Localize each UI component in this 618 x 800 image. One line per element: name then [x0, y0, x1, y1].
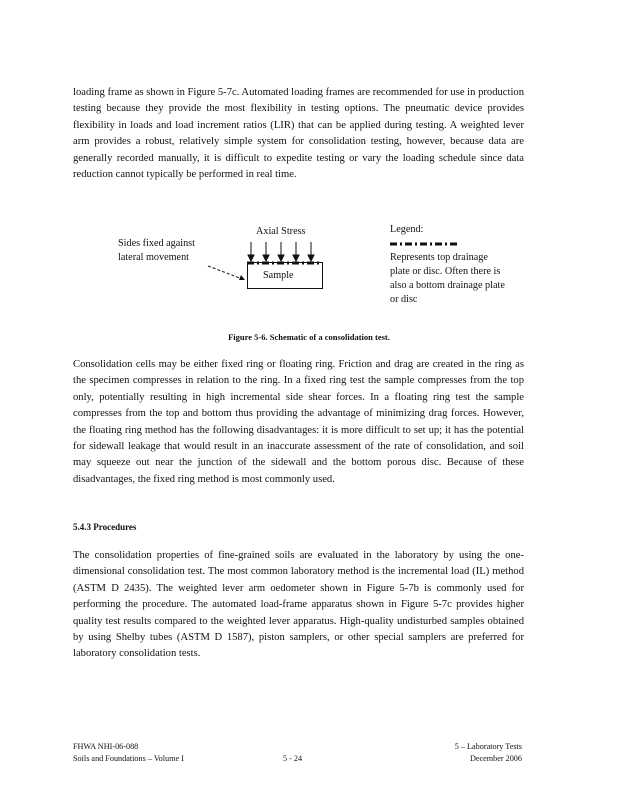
sample-label: Sample	[263, 270, 294, 281]
footer-chapter: 5 – Laboratory Tests	[454, 742, 522, 751]
paragraph-consolidation-cells: Consolidation cells may be either fixed ring or floating ring. Friction and drag are created in the ring as the specimen compresses in relation to the ring. In a fixed ring test the sample compresses from the top only, potentially resulting in high incremental side shear forces. In a floating ring test the sample compresses from the top and bottom thus providing the advantage of minimizing drag forces. However, the floating ring method has the following disadvantages: it is more difficult to set up; it has the potential for sidewall leakage that would result in an inaccurate assessment of the rate of consolidation, and soil may squeeze out near the junction of the sidewall and the bottom porous disc. Because of these disadvantages, the fixed ring method is most commonly used.	[73, 359, 524, 485]
page-number: 5 - 24	[283, 754, 303, 763]
footer-right	[455, 741, 522, 765]
footer-volume-title: Soils and Foundations – Volume I	[73, 754, 184, 763]
axial-stress-arrows	[248, 242, 314, 261]
paragraph-procedures: The consolidation properties of fine-grained soils are evaluated in the laboratory by using the one-dimensional consolidation test. The most common laboratory method is the incremental load (IL) method (ASTM D 2435). The weighted lever arm oedometer shown in Figure 5-7b is commonly used for performing the procedure. The automated load-frame apparatus shown in Figure 5-7c provides higher quality test results compared to the weighted lever apparatus. High-quality undisturbed samples obtained by using Shelby tubes (ASTM D 1587), piston samplers, or other special samplers are preferred for laboratory consolidation tests.	[73, 550, 524, 660]
section-heading: 5.4.3 Procedures	[73, 522, 137, 532]
consolidation-schematic-figure	[100, 222, 520, 318]
legend-description: Represents top drainage plate or disc. Often there is also a bottom drainage plate or disc	[390, 252, 505, 305]
legend-title: Legend:	[390, 224, 424, 235]
footer-publication-id: FHWA NHI-06-088	[73, 742, 139, 751]
figure-caption: Figure 5-6. Schematic of a consolidation test.	[228, 332, 390, 342]
axial-stress-label: Axial Stress	[256, 226, 306, 237]
paragraph-loading-frame: loading frame as shown in Figure 5-7c. Automated loading frames are recommended for use in production testing because they provide the most flexibility in testing options. The pneumatic device provides flexibility in loads and load increment ratios (LIR) that can be applied during testing. A weighted lever arm provides a robust, relatively simple system for consolidation testing, however, because data are generally recorded manually, it is difficult to expedite testing or vary the loading schedule since data reduction cannot typically be performed in real time.	[73, 87, 524, 181]
footer-left	[73, 741, 184, 765]
sides-fixed-label: Sides fixed against lateral movement	[118, 238, 195, 263]
leader-line	[208, 266, 245, 280]
footer-date: December 2006	[469, 754, 522, 763]
